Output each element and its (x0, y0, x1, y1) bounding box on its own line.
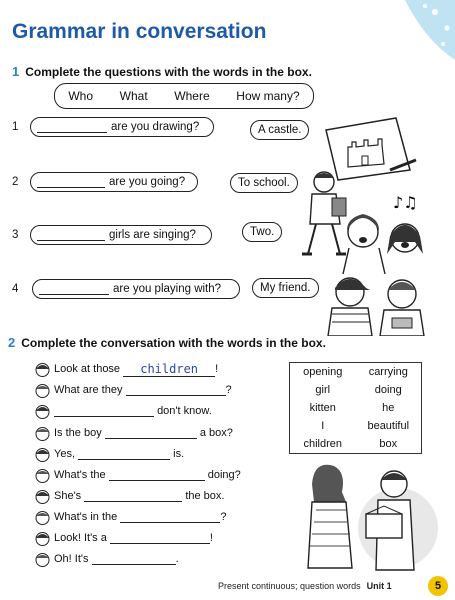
line-text: What's the (54, 469, 106, 481)
answer-bubble: My friend. (252, 278, 319, 298)
question-number: 2 (12, 176, 19, 188)
answer-blank[interactable] (84, 491, 182, 502)
exercise-1-number: 1 (12, 64, 20, 79)
answer-blank[interactable] (110, 533, 210, 544)
answer-blank[interactable] (105, 428, 197, 439)
kitten-box-illustration (290, 458, 438, 576)
girl-face-icon (34, 403, 51, 420)
line-text: She's (54, 490, 82, 502)
answer-blank[interactable] (37, 176, 105, 188)
svg-text:♪♫: ♪♫ (393, 193, 418, 212)
conversation-line (34, 381, 232, 399)
line-text: Oh! It's (54, 553, 89, 565)
filled-answer[interactable]: children (123, 362, 215, 377)
boy-face-icon (34, 382, 51, 399)
question-bubble (30, 225, 212, 245)
answer-blank[interactable] (92, 554, 176, 565)
answer-blank[interactable] (126, 385, 226, 396)
word-box-item: he (382, 402, 395, 414)
answer-blank[interactable] (120, 512, 220, 523)
answer-blank[interactable] (37, 229, 105, 241)
girl-face-icon (34, 446, 51, 463)
conversation-line (34, 487, 224, 505)
conversation-line (34, 445, 184, 463)
answer-blank[interactable] (39, 283, 109, 295)
corner-decoration (385, 0, 455, 70)
footer (218, 581, 392, 591)
answer-blank[interactable] (78, 449, 170, 460)
conversation-line (34, 424, 233, 442)
line-end: the box. (185, 490, 225, 502)
girl-face-icon (34, 530, 51, 547)
conversation-line (34, 550, 179, 568)
footer-unit: Unit 1 (366, 581, 392, 591)
line-text: Look at those (54, 363, 121, 375)
word-box-item: kitten (309, 402, 336, 414)
exercise-2-instruction: Complete the conversation with the words in the box. (21, 336, 326, 350)
boy-face-icon (34, 509, 51, 526)
line-text: What are they (54, 384, 123, 396)
boy-face-icon (34, 551, 51, 568)
question-text: are you going? (109, 176, 186, 188)
word-box-2 (289, 362, 422, 454)
word-box-item: Where (174, 89, 210, 103)
line-end: ? (225, 384, 232, 396)
conversation-line (34, 360, 218, 378)
question-text: girls are singing? (109, 229, 196, 241)
conversation-line (34, 402, 212, 420)
line-text: Look! It's a (54, 532, 107, 544)
word-box-item: How many? (236, 89, 300, 103)
line-text: What's in the (54, 511, 118, 523)
conversation-line (34, 529, 213, 547)
boys-playing-illustration (322, 268, 432, 336)
question-number: 1 (12, 121, 19, 133)
word-box-item: I (321, 420, 325, 432)
line-end: ! (209, 532, 213, 544)
conversation-line (34, 466, 241, 484)
line-end: don't know. (157, 405, 212, 417)
page-title: Grammar in conversation (12, 20, 267, 43)
line-end: a box? (199, 427, 233, 439)
word-box-item: What (119, 89, 148, 103)
line-text: Is the boy (54, 427, 102, 439)
word-box-item: opening (303, 366, 343, 378)
singing-girls-illustration (335, 192, 433, 274)
question-bubble (30, 117, 214, 137)
line-end: . (175, 553, 179, 565)
answer-blank[interactable] (109, 470, 205, 481)
line-end: is. (173, 448, 185, 460)
boy-face-icon (34, 425, 51, 442)
line-end: ! (215, 363, 219, 375)
word-box-item: Who (68, 89, 93, 103)
line-text: Yes, (54, 448, 76, 460)
word-box-item: beautiful (367, 420, 410, 432)
answer-blank[interactable] (37, 121, 107, 133)
word-box-item: children (303, 438, 343, 450)
question-text: are you drawing? (111, 121, 200, 133)
exercise-1-heading (12, 64, 312, 79)
girl-face-icon (34, 361, 51, 378)
exercise-1-instruction: Complete the questions with the words in the box. (25, 65, 312, 79)
answer-blank[interactable] (54, 406, 154, 417)
answer-bubble: Two. (242, 222, 282, 242)
exercise-2-heading (8, 335, 326, 350)
footer-text: Present continuous; question words (218, 581, 361, 591)
question-number: 3 (12, 229, 19, 241)
word-box-item: doing (374, 384, 402, 396)
boy-face-icon (34, 467, 51, 484)
question-bubble (30, 172, 198, 192)
exercise-2-number: 2 (8, 335, 16, 350)
answer-bubble: To school. (230, 173, 298, 193)
word-box-item: box (379, 438, 398, 450)
word-box-item: girl (315, 384, 331, 396)
question-text: are you playing with? (113, 283, 222, 295)
word-box-1 (54, 83, 314, 109)
question-number: 4 (12, 283, 19, 295)
line-end: ? (220, 511, 227, 523)
conversation-line (34, 508, 226, 526)
question-bubble (32, 279, 240, 299)
answer-bubble: A castle. (250, 120, 309, 140)
page-number: 5 (428, 576, 448, 596)
girl-face-icon (34, 488, 51, 505)
word-box-item: carrying (368, 366, 408, 378)
line-end: doing? (207, 469, 241, 481)
